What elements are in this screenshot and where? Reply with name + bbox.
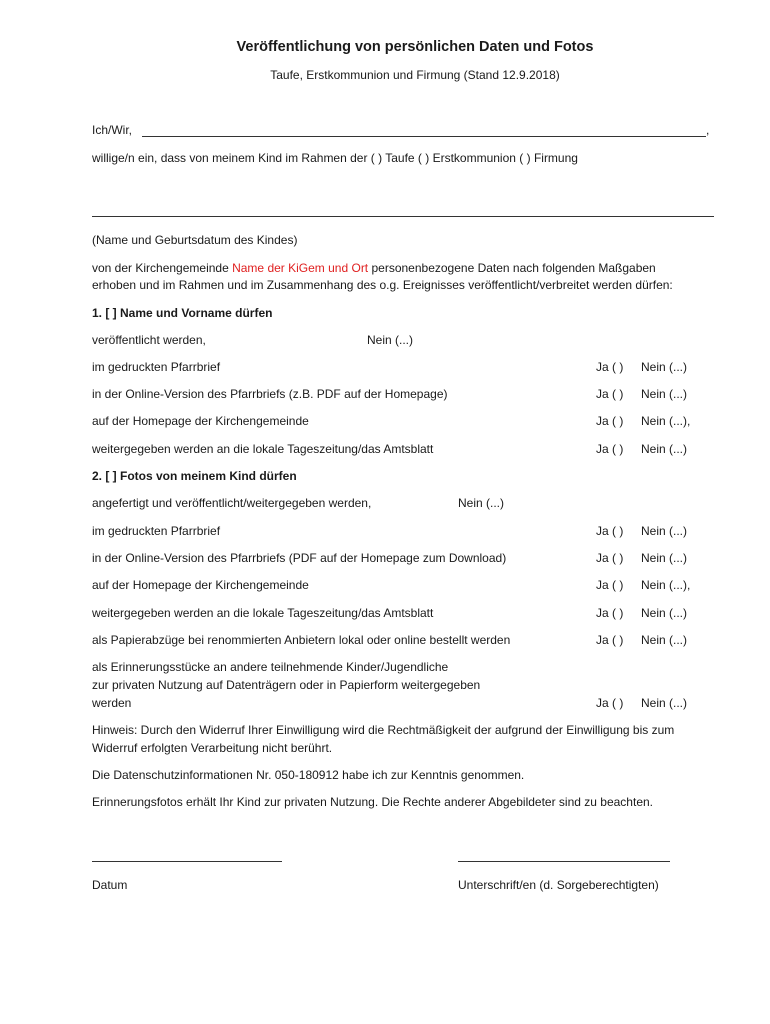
s1-row-label: in der Online-Version des Pfarrbriefs (z.B. PDF auf der Homepage) <box>92 387 448 401</box>
section-2-lead: angefertigt und veröffentlicht/weitergegeben werden, <box>92 496 372 510</box>
signature-label: Unterschrift/en (d. Sorgeberechtigten) <box>458 878 659 892</box>
s2-row-ja[interactable]: Ja ( ) <box>596 524 624 538</box>
signature-fill-line[interactable] <box>458 861 670 862</box>
s2-row-ja[interactable]: Ja ( ) <box>596 633 624 647</box>
s2-last-line-2: zur privaten Nutzung auf Datenträgern oder in Papierform weitergegeben <box>92 678 481 692</box>
s1-row-ja[interactable]: Ja ( ) <box>596 414 624 428</box>
page-subtitle: Taufe, Erstkommunion und Firmung (Stand 12.9.2018) <box>270 68 560 82</box>
s1-row-nein[interactable]: Nein (...) <box>641 360 688 374</box>
s2-row-label: im gedruckten Pfarrbrief <box>92 524 221 538</box>
s2-row-nein[interactable]: Nein (...) <box>641 606 688 620</box>
s2-row-ja[interactable]: Ja ( ) <box>596 606 624 620</box>
s2-last-line-3: werden <box>92 696 132 710</box>
s2-row-ja[interactable]: Ja ( ) <box>596 578 624 592</box>
datum-label: Datum <box>92 878 128 892</box>
intro-pre: von der Kirchengemeinde <box>92 261 233 275</box>
s2-row-nein[interactable]: Nein (...) <box>641 633 688 647</box>
child-fill-line[interactable] <box>92 216 714 217</box>
consent-event-line: willige/n ein, dass von meinem Kind im Rahmen der ( ) Taufe ( ) Erstkommunion ( ) Firmung <box>92 151 578 165</box>
s2-row-label: in der Online-Version des Pfarrbriefs (PDF auf der Homepage zum Download) <box>92 551 507 565</box>
s2-row-label: als Papierabzüge bei renommierten Anbietern lokal oder online bestellt werden <box>92 633 511 647</box>
datenschutz-note: Die Datenschutzinformationen Nr. 050-180912 habe ich zur Kenntnis genommen. <box>92 768 525 782</box>
s1-row-nein[interactable]: Nein (...) <box>641 387 688 401</box>
datum-fill-line[interactable] <box>92 861 282 862</box>
s2-last-nein[interactable]: Nein (...) <box>641 696 688 710</box>
erinnerung-note: Erinnerungsfotos erhält Ihr Kind zur privaten Nutzung. Die Rechte anderer Abgebildeter sind zu beachten. <box>92 795 653 809</box>
s2-last-line-1: als Erinnerungsstücke an andere teilnehmende Kinder/Jugendliche <box>92 660 449 674</box>
intro-line-2: erhoben und im Rahmen und im Zusammenhang des o.g. Ereignisses veröffentlicht/verbreitet werden dürfen: <box>92 278 673 292</box>
name-fill-line[interactable] <box>142 136 706 137</box>
s2-row-label: auf der Homepage der Kirchengemeinde <box>92 578 309 592</box>
s2-row-nein[interactable]: Nein (...) <box>641 524 688 538</box>
s2-last-ja[interactable]: Ja ( ) <box>596 696 624 710</box>
page-title: Veröffentlichung von persönlichen Daten und Fotos <box>236 39 594 55</box>
s1-row-label: auf der Homepage der Kirchengemeinde <box>92 414 309 428</box>
section-2-heading: 2. [ ] Fotos von meinem Kind dürfen <box>92 469 297 483</box>
s2-row-ja[interactable]: Ja ( ) <box>596 551 624 565</box>
s1-row-ja[interactable]: Ja ( ) <box>596 442 624 456</box>
parish-placeholder: Name der KiGem und Ort <box>232 261 369 275</box>
s2-row-nein[interactable]: Nein (...) <box>641 551 688 565</box>
hinweis-line-1: Hinweis: Durch den Widerruf Ihrer Einwilligung wird die Rechtmäßigkeit der aufgrund der Einwilligung bis zum <box>92 723 675 737</box>
hinweis-line-2: Widerruf erfolgten Verarbeitung nicht berührt. <box>92 741 333 755</box>
s1-row-label: weitergegeben werden an die lokale Tageszeitung/das Amtsblatt <box>92 442 434 456</box>
section-1-lead-nein: Nein (...) <box>367 333 414 347</box>
section-2-lead-nein: Nein (...) <box>458 496 505 510</box>
child-label: (Name und Geburtsdatum des Kindes) <box>92 233 298 247</box>
section-1-lead: veröffentlicht werden, <box>92 333 206 347</box>
s1-row-nein[interactable]: Nein (...), <box>641 414 691 428</box>
intro-post: personenbezogene Daten nach folgenden Maßgaben <box>368 261 656 275</box>
s1-row-ja[interactable]: Ja ( ) <box>596 387 624 401</box>
s1-row-nein[interactable]: Nein (...) <box>641 442 688 456</box>
s1-row-label: im gedruckten Pfarrbrief <box>92 360 221 374</box>
intro-line-1 <box>92 261 656 276</box>
s1-row-ja[interactable]: Ja ( ) <box>596 360 624 374</box>
s2-row-nein[interactable]: Nein (...), <box>641 578 691 592</box>
s2-row-label: weitergegeben werden an die lokale Tageszeitung/das Amtsblatt <box>92 606 434 620</box>
ich-wir-label: Ich/Wir, <box>92 123 133 137</box>
section-1-heading: 1. [ ] Name und Vorname dürfen <box>92 306 273 320</box>
ich-wir-comma: , <box>706 123 710 137</box>
